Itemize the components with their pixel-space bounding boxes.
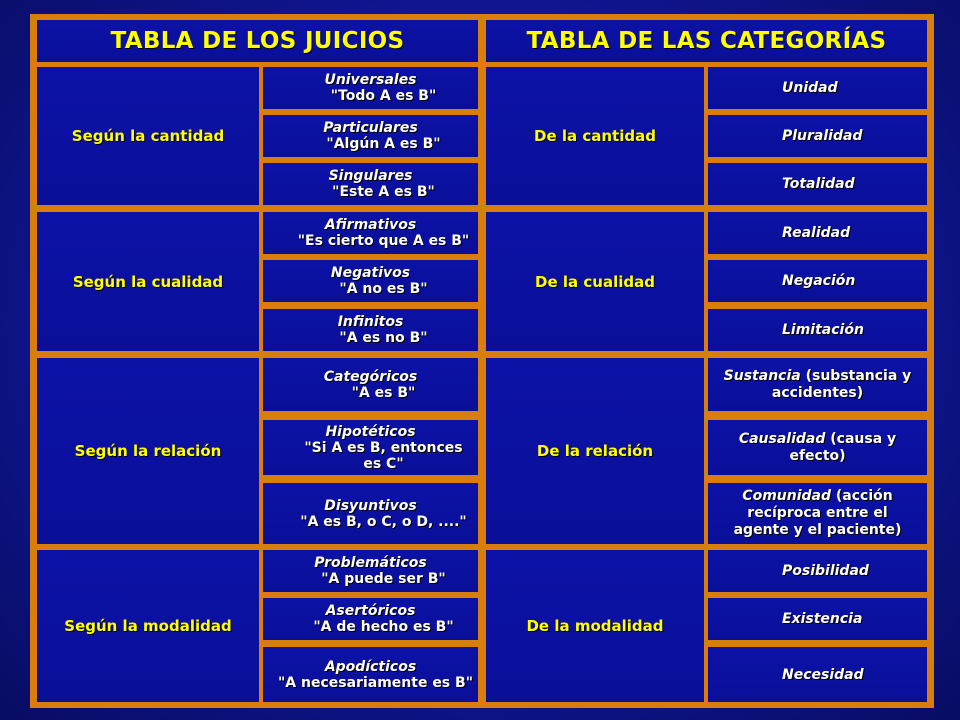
category-group-quantity: De la cantidad — [486, 67, 704, 205]
category-name: Comunidad — [742, 488, 831, 504]
judgment-group-quantity: Según la cantidad — [37, 67, 259, 205]
judgment-name: Particulares — [323, 120, 418, 136]
judgment-example: "Todo A es B" — [330, 88, 437, 104]
categories-header: TABLA DE LAS CATEGORÍAS — [486, 20, 927, 62]
judgment-example: "Algún A es B" — [326, 136, 441, 152]
judgment-cell — [263, 115, 478, 157]
judgment-cell — [263, 67, 478, 109]
category-name: Causalidad — [738, 430, 826, 447]
category-cell: Unidad — [708, 67, 927, 109]
judgment-cell — [263, 420, 478, 475]
category-cell: Totalidad — [708, 163, 927, 205]
judgment-group-modality: Según la modalidad — [37, 550, 259, 702]
judgment-example: "A es B, o C, o D, ...." — [300, 513, 467, 530]
category-cell: Pluralidad — [708, 115, 927, 157]
judgments-header: TABLA DE LOS JUICIOS — [37, 20, 478, 62]
judgment-name: Hipotéticos — [325, 423, 416, 440]
category-cell: Posibilidad — [708, 550, 927, 592]
category-cell — [708, 358, 927, 411]
judgment-example: "A puede ser B" — [321, 571, 446, 587]
category-detail: (acción recíproca entre el agente y el paciente) — [733, 488, 902, 538]
judgment-name: Infinitos — [337, 314, 404, 330]
judgment-name: Negativos — [330, 265, 411, 281]
category-group-quality: De la cualidad — [486, 212, 704, 351]
judgment-example: "A necesariamente es B" — [278, 674, 473, 691]
category-name: Sustancia — [723, 367, 801, 384]
judgment-cell — [263, 550, 478, 592]
judgment-example: "Este A es B" — [332, 184, 435, 200]
judgment-group-quality: Según la cualidad — [37, 212, 259, 351]
category-detail: (substancia y accidentes) — [771, 367, 912, 401]
category-group-relation: De la relación — [486, 358, 704, 544]
judgment-name: Problemáticos — [314, 555, 427, 571]
judgment-example: "Si A es B, entonces es C" — [304, 439, 463, 472]
table-frame — [30, 14, 934, 708]
judgment-name: Asertóricos — [325, 603, 416, 619]
judgment-example: "A es B" — [351, 384, 416, 401]
judgment-name: Singulares — [328, 168, 413, 184]
judgment-cell — [263, 163, 478, 205]
judgment-cell — [263, 358, 478, 411]
judgment-name: Afirmativos — [324, 217, 417, 233]
judgment-cell — [263, 598, 478, 640]
category-cell: Realidad — [708, 212, 927, 254]
category-cell — [708, 420, 927, 475]
judgment-cell — [263, 647, 478, 702]
judgment-cell — [263, 212, 478, 254]
category-cell — [708, 483, 927, 544]
category-detail: (causa y efecto) — [789, 430, 897, 464]
judgment-cell — [263, 483, 478, 544]
category-cell: Negación — [708, 260, 927, 302]
judgment-cell — [263, 309, 478, 351]
judgment-name: Universales — [324, 72, 417, 88]
judgment-cell — [263, 260, 478, 302]
judgment-example: "A de hecho es B" — [313, 619, 454, 635]
category-cell: Necesidad — [708, 647, 927, 702]
judgment-group-relation: Según la relación — [37, 358, 259, 544]
judgment-example: "A es no B" — [339, 330, 428, 346]
judgment-name: Categóricos — [323, 368, 418, 385]
judgment-name: Apodícticos — [324, 658, 417, 675]
category-cell: Existencia — [708, 598, 927, 640]
judgment-name: Disyuntivos — [324, 497, 417, 514]
category-group-modality: De la modalidad — [486, 550, 704, 702]
judgment-example: "A no es B" — [339, 281, 428, 297]
category-cell: Limitación — [708, 309, 927, 351]
judgment-example: "Es cierto que A es B" — [297, 233, 470, 249]
